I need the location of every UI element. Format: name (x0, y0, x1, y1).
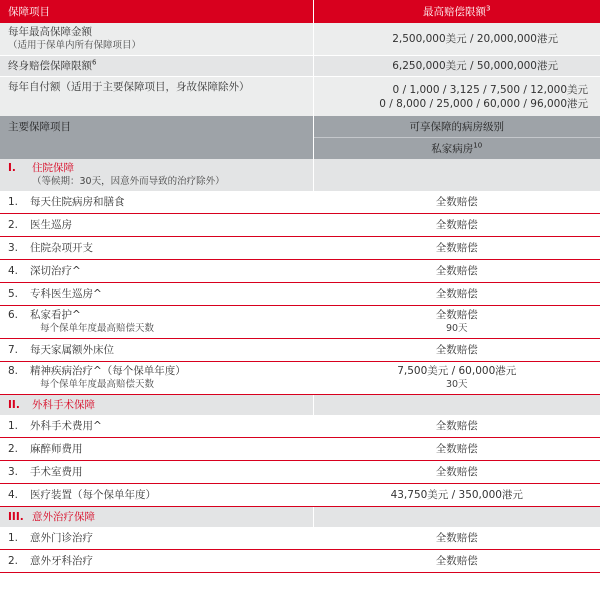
item-number: 2. (8, 443, 19, 455)
item-value: 全数赔偿 (435, 309, 478, 321)
section-number: II. (8, 399, 20, 411)
item-number: 2. (8, 555, 19, 567)
section-value-empty (313, 395, 600, 416)
section-number: III. (8, 511, 24, 523)
summary-label: 终身赔偿保障限额 (8, 60, 92, 72)
item-label: 精神疾病治疗^（每个保单年度） (30, 365, 186, 377)
table-row (0, 415, 600, 438)
section-title: 意外治疗保障 (32, 511, 95, 523)
item-number: 3. (8, 242, 19, 254)
item-label: 手术室费用 (30, 466, 83, 478)
item-label: 意外门诊治疗 (30, 532, 93, 544)
item-value: 全数赔偿 (313, 283, 600, 306)
table-row (0, 362, 600, 395)
item-value-2: 30天 (445, 379, 468, 390)
item-label: 意外牙科治疗 (30, 555, 93, 567)
item-value: 全数赔偿 (313, 339, 600, 362)
section-row-surgical (0, 395, 600, 416)
table-header-row (0, 0, 600, 23)
main-header-right2-sup: 10 (473, 141, 483, 149)
section-title: 住院保障 (32, 162, 74, 174)
header-right (313, 0, 600, 23)
section-value-empty (313, 159, 600, 191)
item-value: 43,750美元 / 350,000港元 (313, 484, 600, 507)
section-note: （等候期：30天，因意外而导致的治疗除外） (32, 176, 225, 187)
item-value: 全数赔偿 (313, 438, 600, 461)
summary-row-annual-max (0, 23, 600, 56)
header-right-text: 最高赔偿限额 (423, 5, 487, 18)
summary-value: 6,250,000美元 / 50,000,000港元 (313, 56, 600, 77)
table-row (0, 214, 600, 237)
summary-label: 每年自付额（适用于主要保障项目，身故保障除外） (8, 81, 250, 93)
table-row (0, 527, 600, 550)
table-row (0, 306, 600, 339)
item-number: 4. (8, 489, 19, 501)
main-header-right2-text: 私家病房 (431, 142, 474, 155)
item-number: 8. (8, 365, 19, 377)
table-row (0, 191, 600, 214)
item-label: 医疗装置（每个保单年度） (30, 489, 156, 501)
item-label: 麻醉师费用 (30, 443, 83, 455)
table-row (0, 260, 600, 283)
summary-value: 2,500,000美元 / 20,000,000港元 (313, 23, 600, 56)
summary-value-line1: 0 / 1,000 / 3,125 / 7,500 / 12,000美元 (392, 83, 588, 96)
main-header-right1: 可享保障的病房级别 (313, 116, 600, 138)
item-number: 1. (8, 420, 19, 432)
item-value: 全数赔偿 (313, 461, 600, 484)
item-number: 4. (8, 265, 19, 277)
item-label: 住院杂项开支 (30, 242, 93, 254)
item-value: 全数赔偿 (313, 527, 600, 550)
item-label: 私家看护^ (30, 309, 81, 321)
main-header-left: 主要保障项目 (0, 116, 313, 159)
item-value: 全数赔偿 (313, 191, 600, 214)
table-row (0, 550, 600, 573)
table-row (0, 339, 600, 362)
item-value: 全数赔偿 (313, 550, 600, 573)
section-value-empty (313, 507, 600, 528)
item-value: 全数赔偿 (313, 237, 600, 260)
item-sublabel: 每个保单年度最高赔偿天数 (40, 323, 155, 334)
item-value: 7,500美元 / 60,000港元 (397, 365, 517, 377)
item-label: 医生巡房 (30, 219, 72, 231)
section-number: I. (8, 162, 16, 174)
item-label: 外科手术费用^ (30, 420, 102, 432)
item-number: 2. (8, 219, 19, 231)
item-value: 全数赔偿 (313, 415, 600, 438)
table-row (0, 484, 600, 507)
item-sublabel: 每个保单年度最高赔偿天数 (40, 379, 155, 390)
section-row-accident (0, 507, 600, 528)
item-value-2: 90天 (445, 323, 468, 334)
item-number: 6. (8, 309, 19, 321)
summary-value-line2: 0 / 8,000 / 25,000 / 60,000 / 96,000港元 (379, 97, 588, 110)
summary-label: 每年最高保障金额 (8, 26, 92, 38)
table-row (0, 283, 600, 306)
header-left-text: 保障项目 (8, 5, 50, 18)
item-label: 每天住院病房和膳食 (30, 196, 125, 208)
item-number: 5. (8, 288, 19, 300)
header-right-sup: 3 (486, 4, 491, 12)
item-value: 全数赔偿 (313, 214, 600, 237)
header-left (0, 0, 313, 23)
main-header-row (0, 116, 600, 138)
table-row (0, 461, 600, 484)
section-row-hospital (0, 159, 600, 191)
item-label: 每天家属额外床位 (30, 344, 114, 356)
item-number: 1. (8, 532, 19, 544)
main-header-right2 (313, 138, 600, 160)
item-number: 3. (8, 466, 19, 478)
item-number: 1. (8, 196, 19, 208)
item-number: 7. (8, 344, 19, 356)
section-title: 外科手术保障 (32, 399, 95, 411)
summary-row-deductible (0, 77, 600, 117)
item-label: 专科医生巡房^ (30, 288, 102, 300)
summary-row-lifetime (0, 56, 600, 77)
item-value: 全数赔偿 (313, 260, 600, 283)
summary-sup: 6 (92, 58, 97, 67)
summary-note: （适用于保单内所有保障项目） (8, 40, 142, 51)
item-label: 深切治疗^ (30, 265, 81, 277)
table-row (0, 237, 600, 260)
table-row (0, 438, 600, 461)
